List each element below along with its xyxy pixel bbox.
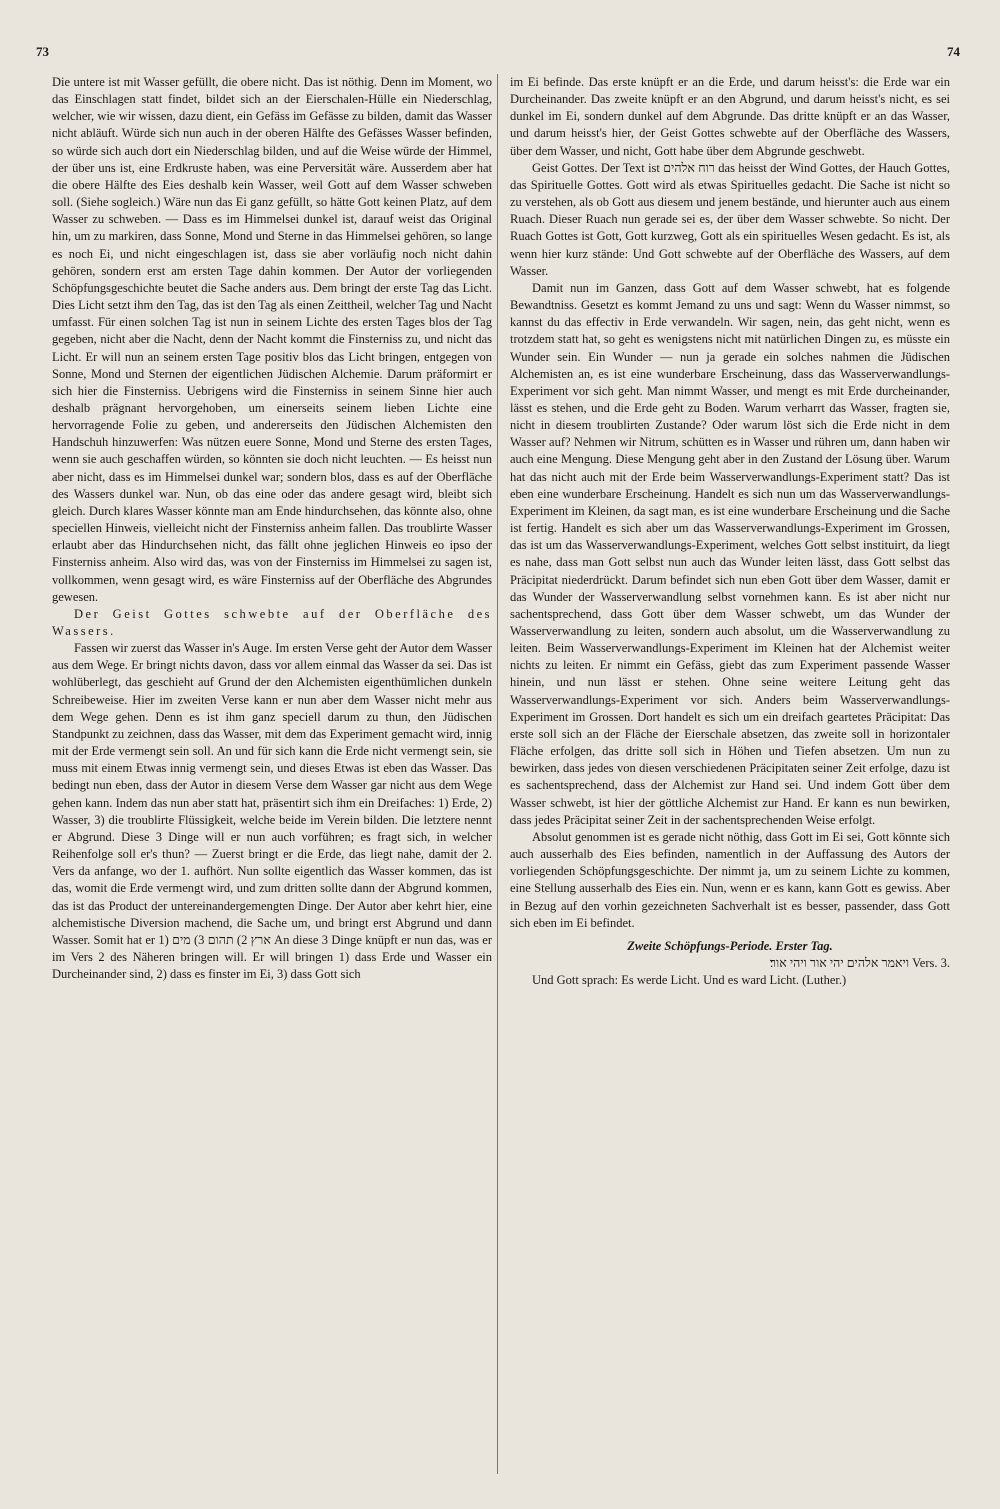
verse-translation: Und Gott sprach: Es werde Licht. Und es ward Licht. (Luther.)	[532, 973, 847, 988]
right-paragraph-2: Geist Gottes. Der Text ist רוח אלהים das heisst der Wind Gottes, der Hauch Gottes, das Spirituelle Gottes. Gott wird als etwas Spirituelles gedacht. Die Sache ist nicht so zu verstehen, als ob Gott aus diesem und jenem bestände, und hierunter auch aus einem Ruach. Dieser Ruach nun gerade sei es, der über dem Wasser schwebte. So nicht. Der Ruach Gottes ist Gott, Gott kurzweg, Gott als ein spirituelles Wesen gedacht. Es ist, als wenn hier kurz stände: Und Gott schwebte auf der Oberfläche des Wassers, auf dem Wasser.	[510, 160, 950, 278]
right-paragraph-1: im Ei befinde. Das erste knüpft er an die Erde, und darum heisst's: die Erde war ein Durcheinander. Das zweite knüpft er an den Abgrund, und darum heisst's nicht, es sei dunkel im Ei, sondern dunkel auf dem Abgrunde. Das dritte knüpft er an das Wasser, und darum heisst's hier, der Geist Gottes schwebte auf der Oberfläche des Wassers, über dem Wasser, und nicht, Gott habe über dem Abgrunde geschwebt.	[510, 75, 950, 158]
left-paragraph-2: Fassen wir zuerst das Wasser in's Auge. Im ersten Verse geht der Autor dem Wasser aus dem Wege. Er bringt nichts davon, dass vor allem einmal das Wasser da sei. Das ist wohlüberlegt, das geschieht auf Grund der den Alchemisten eigenthümlichen dunkeln Schreibeweise. Hier im zweiten Verse kann er nun aber dem Wasser nicht mehr aus dem Wege gehen. Denn es ist ihm ganz speciell darum zu thun, den Jüdischen Standpunkt zu zeichnen, dass das Wasser, mit dem das Experiment gemacht wird, innig mit der Erde vermengt sein soll. An und für sich kann die Erde nicht vermengt sein, sie muss mit einem Etwas innig vermengt sein, und dieses Etwas ist eben das Wasser. Das bedingt nun eben, dass der Autor in diesem Verse dem Wasser gar nicht aus dem Wege gehen kann. Indem das nun aber statt hat, präsentirt sich ihm ein Dreifaches: 1) Erde, 2) Wasser, 3) die troublirte Flüssigkeit, welche beide im Verein bilden. Die letztere nennt er Abgrund. Diese 3 Dinge will er nun auch vorführen; es fragt sich, in welcher Reihenfolge soll er's thun? — Zuerst bringt er die Erde, das liegt nahe, damit der 2. Vers da anfange, wo der 1. aufhört. Nun sollte eigentlich das Wasser kommen, das ist das, womit die Erde vermengt wird, und zum dritten sollte dann der Abgrund kommen, das ist das Product der untereinandergemengten Dinge. Der Autor aber kehrt hier, eine alchemistische Diversion machend, die Sache um, und bringt erst Abgrund und dann Wasser. Somit hat er 1) ארץ 2) תהום 3) מים An diese 3 Dinge knüpft er nun das, was er im Vers 2 des Näheren bringen will. Er will bringen 1) dass Erde und Wasser ein Durcheinander sind, 2) dass es finster im Ei, 3) dass Gott sich	[52, 641, 492, 982]
verse-hebrew: ויאמר אלהים יהי אור ויהי אור׃	[769, 955, 910, 970]
column-divider	[497, 74, 498, 1474]
right-paragraph-4: Absolut genommen ist es gerade nicht nöthig, dass Gott im Ei sei, Gott könnte sich auch ausserhalb des Eies befinden, namentlich in der Auffassung des Autors der vorliegenden Schöpfungsgeschichte. Der nimmt ja, um zu seinem Lichte zu kommen, eine Stellung ausserhalb des Eies ein. Nun, wenn er es kann, kann Gott es gewiss. Aber in Bezug auf den vorhin gezeichneten Sachverhalt ist es besser, passender, dass Gott sich eben im Ei befindet.	[510, 829, 950, 930]
left-heading: Der Geist Gottes schwebte auf der Oberfläche des Wassers.	[52, 606, 492, 638]
left-paragraph-1: Die untere ist mit Wasser gefüllt, die obere nicht. Das ist nöthig. Denn im Moment, wo das Einschlagen statt findet, bildet sich an der Eierschalen-Hülle ein Niederschlag, welcher, wie wir wissen, dazu dient, ein Gefäss im Gefässe zu bilden, damit das Wasser nicht abläuft. Würde sich nun auch in der oberen Hälfte des Gefässes Wasser befinden, so würde sich auch dort ein Niederschlag bilden, und auf die Weise würde der Himmel, der über uns ist, eine Erdkruste haben, was eine Perversität wäre. Ausserdem aber hat die obere Hälfte des Eies deshalb kein Wasser, weil Gott auf dem Wasser schweben soll. (Siehe sogleich.) Wäre nun das Ei ganz gefüllt, so hätte Gott keinen Platz, auf dem Wasser zu schweben. — Dass es im Himmelsei dunkel ist, darauf weist das Original hin, um zu markiren, dass Sonne, Mond und Sterne in das Himmelsei gehören, so lange es noch Ei, und nicht eingeschlagen ist, dass sie aber vorläufig noch nicht dahin gehören, sondern erst am ersten Tage dahin kommen. Der Autor der vorliegenden Schöpfungsgeschichte beutet die Sache anders aus. Dem bringt der erste Tag das Licht. Dies Licht setzt ihm den Tag, das ist den Tag als einen Zeittheil, welcher Tag und Nacht umfasst. Für einen solchen Tag ist nun in seinem Lichte des ersten Tages blos der Tag gegeben, nicht aber die Nacht, denn der Nacht kommt die Finsterniss zu, und nicht das Licht. Er will nun an seinem ersten Tage positiv blos das Licht bringen, entgegen von Sonne, Mond und Sternen der eigentlichen Jüdischen Alchemie. Darum präformirt er sich hier die Finsterniss. Uebrigens wird die Finsterniss in seinem Sinne hier auch deshalb prägnant hervorgehoben, um einerseits seinem lieben Lichte eine hervorragende Folie zu geben, und andererseits den Jüdischen Alchemisten den Handschuh hinzuwerfen: Was nützen euere Sonne, Mond und Sterne des ersten Tages, wenn sie auch geschaffen würden, so könnten sie doch nicht leuchten. — Es heisst nun aber nicht, dass es im Himmelsei dunkel war; sondern blos, dass es auf der Oberfläche des Wassers dunkel war. Nun, ob das eine oder das andere gesagt wird, bleibt sich gleich. Durch klares Wasser könnte man am Ende hindurchsehen, das könnte also, ohne speciellen Hinweis, vielleicht nicht der Finsterniss anheim fallen. Das troublirte Wasser erlaubt aber das Hindurchsehen nicht, das fällt ohne jeglichen Hinweis eo ipso der Finsterniss anheim. Also wird das, was von der Finsterniss im Himmelsei zu sagen ist, vollkommen, wenn gesagt wird, es wäre Finsterniss auf der Oberfläche des Abgrundes gewesen.	[52, 75, 492, 604]
verse-label: Vers. 3.	[912, 955, 950, 970]
right-column	[510, 74, 950, 989]
left-column	[52, 74, 492, 983]
verse-line	[510, 955, 950, 972]
left-page-number: 73	[36, 44, 49, 59]
right-page-number: 74	[947, 44, 960, 59]
right-heading: Zweite Schöpfungs-Periode. Erster Tag.	[627, 938, 833, 953]
right-paragraph-3: Damit nun im Ganzen, dass Gott auf dem Wasser schwebt, hat es folgende Bewandtniss. Gesetzt es kommt Jemand zu uns und sagt: Wenn du Wasser nimmst, so kannst du das effectiv in Erde verwandeln. Wir sagen, nein, das geht nicht, wenn es trotzdem statt hat, so geht es wenigstens nicht mit natürlichen Dingen zu, es müsste ein Wunder sein. Ein Wunder — nun ja gerade ein solches nahmen die Jüdischen Alchemisten an, es ist eine wunderbare Erscheinung, dass das Wasserverwandlungs-Experiment vor sich geht. Man nimmt Wasser, und mengt es mit Erde durcheinander, lässt es stehen, und die Erde geht zu Boden. Warum verharrt das Wasser, fragten sie, nicht in diesem troublirten Zustande? Oder warum löst sich die Erde nicht in dem Wasser auf? Nehmen wir Nitrum, schütten es in Wasser und rühren um, dann haben wir auch eine Mengung. Diese Mengung geht aber in den Zustand der Lösung über. Warum hat das nicht auch mit der Erde beim Wasserverwandlungs-Experiment statt? Das ist eben eine wunderbare Erscheinung. Handelt es sich nun um das Wasserverwandlungs-Experiment im Kleinen, da sagt man, es ist eine wunderbare Erscheinung und die Sache ist fertig. Handelt es sich aber um das Wasserverwandlungs-Experiment im Grossen, das ist um das Wasserverwandlungs-Experiment, welches Gott selbst instituirt, da liegt es nahe, dass man Gott selbst nun auch das Wunder leiten lässt, dass Gott selbst das Präcipitat niederdrückt. Darum befindet sich nun eben Gott über dem Wasser, damit er das Wunder der Wasserverwandlung selbst vornehmen kann. Es ist aber nicht nur sachentsprechend, dass Gott über dem Wasser schwebt, um das Wunder der Wasserverwandlung zu leiten, sondern auch absolut, um die Wasserverwandlung zu leiten. Beim Wasserverwandlungs-Experiment im Kleinen hat der Alchemist weiter nichts zu leiten. Er nimmt ein Gefäss, giebt das zum Experiment passende Wasser hinein, und nun lässt er stehen. Ohne seine weitere Leitung geht das Wasserverwandlungs-Experiment vor sich. Anders beim Wasserverwandlungs-Experiment im Grossen. Dort handelt es sich um ein dreifach geartetes Präcipitat: Das erste soll sich an der Fläche der Eierschale absetzen, das zweite soll in horizontaler Fläche erfolgen, das dritte soll sich in Höhen und Tiefen absetzen. Um nun zu bewirken, dass jedes von diesen verschiedenen Präcipitaten seiner Zeit erfolge, dazu ist es sachentsprechend, dass der Alchemist zur Hand sei. Und indem Gott über dem Wasser schwebt, ist hier der göttliche Alchemist zur Hand. Er kann es nun bewirken, dass jedes Präcipitat seiner Zeit in der sachentsprechenden Weise erfolgt.	[510, 280, 950, 827]
